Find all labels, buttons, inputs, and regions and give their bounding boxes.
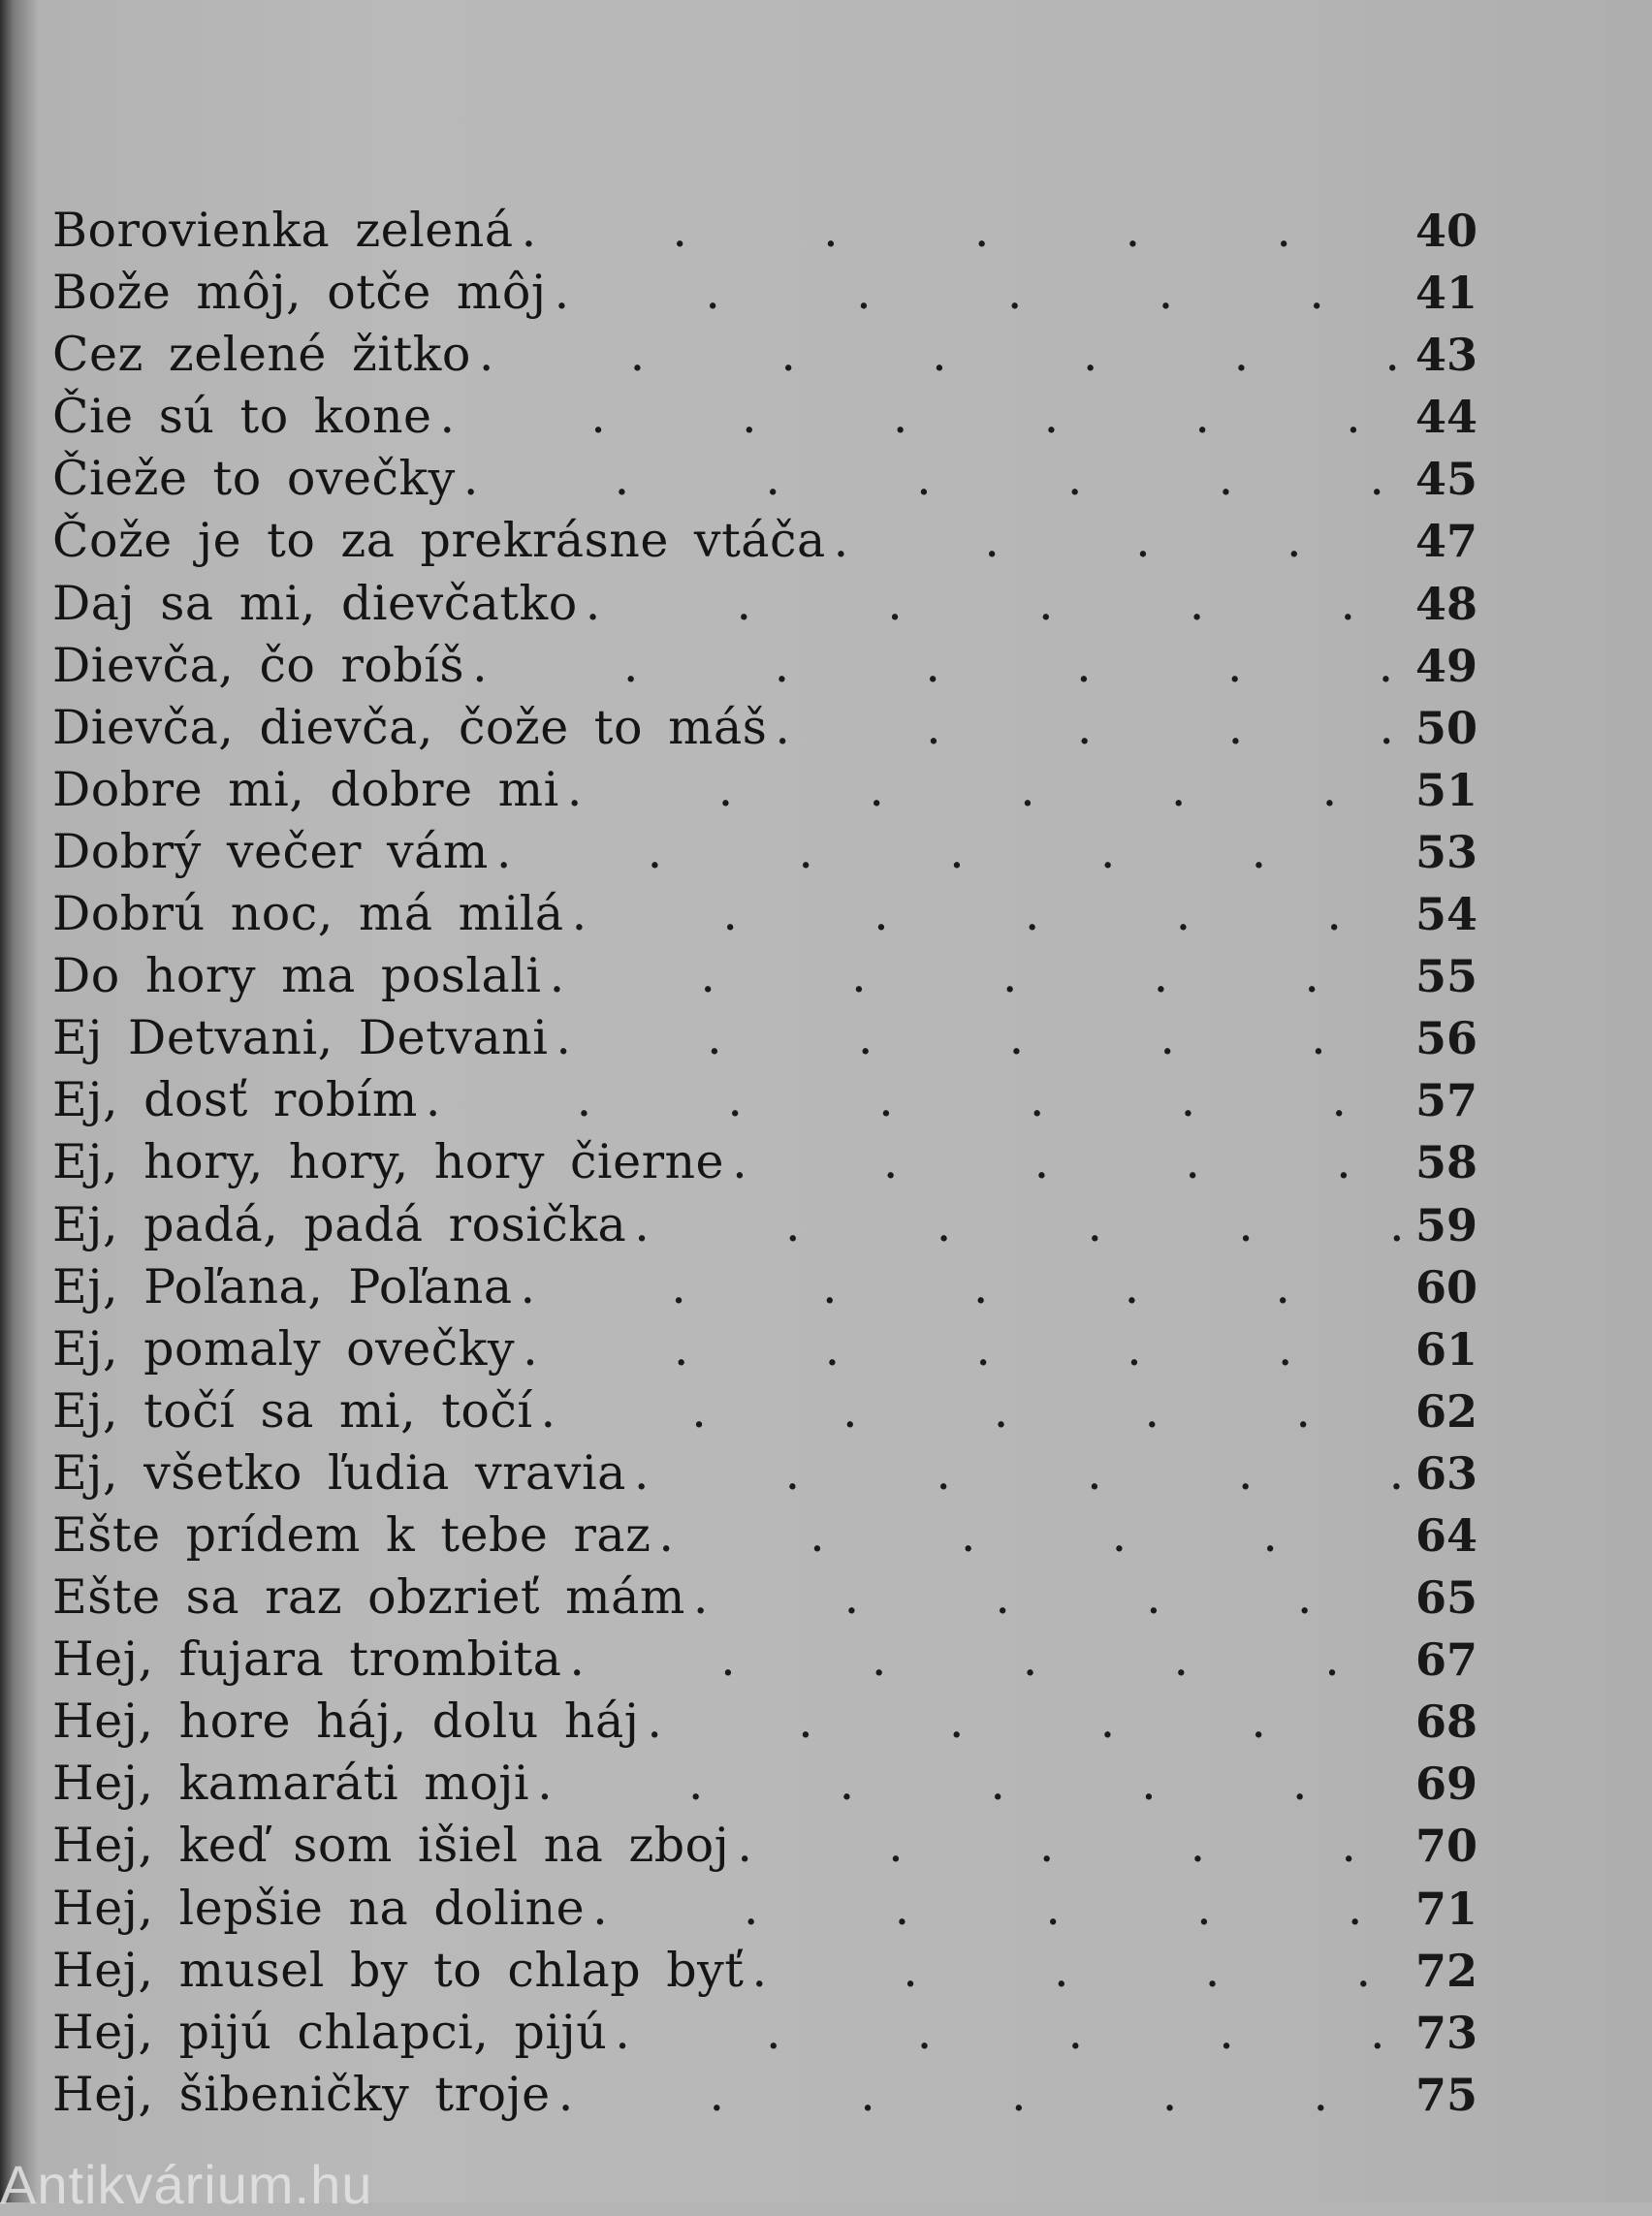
toc-entry-title: Ej, všetko ľudia vravia bbox=[52, 1444, 626, 1501]
toc-entry bbox=[52, 324, 1477, 386]
toc-entry-title: Ešte sa raz obzrieť mám bbox=[52, 1569, 685, 1626]
toc-entry-page-number: 47 bbox=[1414, 515, 1477, 568]
dot-leader bbox=[569, 1629, 1400, 1691]
toc-entry-title: Dobre mi, dobre mi bbox=[52, 761, 559, 817]
toc-entry bbox=[52, 1753, 1477, 1815]
toc-entry bbox=[52, 1629, 1477, 1691]
toc-entry-page-number: 54 bbox=[1414, 888, 1477, 941]
dot-leader bbox=[550, 945, 1400, 1007]
dot-leader bbox=[523, 1318, 1400, 1380]
toc-entry-page-number: 41 bbox=[1414, 267, 1477, 320]
toc-entry-page-number: 53 bbox=[1414, 825, 1477, 878]
toc-entry-page-number: 62 bbox=[1414, 1384, 1477, 1438]
toc-entry-title: Hej, kamaráti moji bbox=[52, 1756, 530, 1812]
toc-entry-title: Čože je to za prekrásne vtáča bbox=[52, 513, 826, 569]
dot-leader bbox=[567, 759, 1400, 821]
toc-entry bbox=[52, 759, 1477, 821]
toc-entry-page-number: 48 bbox=[1414, 577, 1477, 630]
toc-entry-title: Dobrú noc, má milá bbox=[52, 886, 564, 942]
dot-leader bbox=[592, 1878, 1400, 1940]
dot-leader bbox=[472, 635, 1400, 697]
toc-entry bbox=[52, 2064, 1477, 2126]
toc-entry-page-number: 49 bbox=[1414, 639, 1477, 692]
toc-entry-title: Ej, dosť robím bbox=[52, 1072, 418, 1128]
dot-leader bbox=[732, 1131, 1400, 1193]
dot-leader bbox=[479, 324, 1400, 386]
toc-entry bbox=[52, 262, 1477, 324]
dot-leader bbox=[737, 1815, 1400, 1877]
toc-entry-title: Ej, hory, hory, hory čierne bbox=[52, 1134, 725, 1190]
toc-entry bbox=[52, 573, 1477, 635]
toc-entry-page-number: 64 bbox=[1414, 1508, 1477, 1562]
toc-entry bbox=[52, 1504, 1477, 1567]
toc-entry bbox=[52, 883, 1477, 945]
dot-leader bbox=[834, 510, 1400, 572]
toc-entry-page-number: 55 bbox=[1414, 950, 1477, 1003]
toc-entry bbox=[52, 697, 1477, 759]
toc-entry-page-number: 44 bbox=[1414, 391, 1477, 444]
toc-entry-page-number: 72 bbox=[1414, 1944, 1477, 1997]
toc-entry-page-number: 67 bbox=[1414, 1633, 1477, 1687]
dot-leader bbox=[586, 573, 1400, 635]
toc-entry-title: Hej, musel by to chlap byť bbox=[52, 1942, 745, 1998]
dot-leader bbox=[522, 200, 1400, 262]
toc-entry bbox=[52, 1691, 1477, 1753]
toc-entry-page-number: 56 bbox=[1414, 1012, 1477, 1065]
toc-entry-title: Čieže to ovečky bbox=[52, 451, 456, 507]
toc-entry-page-number: 43 bbox=[1414, 329, 1477, 382]
toc-entry-page-number: 75 bbox=[1414, 2068, 1477, 2121]
toc-entry-page-number: 40 bbox=[1414, 205, 1477, 257]
toc-entry bbox=[52, 1380, 1477, 1442]
toc-entry-title: Hej, lepšie na doline bbox=[52, 1880, 586, 1936]
toc-entry-page-number: 68 bbox=[1414, 1695, 1477, 1749]
toc-entry-title: Cez zelené žitko bbox=[52, 327, 471, 383]
dot-leader bbox=[537, 1753, 1400, 1815]
toc-entry-page-number: 57 bbox=[1414, 1074, 1477, 1127]
toc-entry bbox=[52, 1131, 1477, 1193]
toc-entry bbox=[52, 1069, 1477, 1131]
toc-entry-page-number: 45 bbox=[1414, 453, 1477, 506]
watermark: Antikvárium.hu bbox=[0, 2154, 373, 2215]
dot-leader bbox=[521, 1256, 1400, 1318]
toc-entry-title: Dobrý večer vám bbox=[52, 823, 489, 879]
toc-entry-page-number: 51 bbox=[1414, 763, 1477, 816]
dot-leader bbox=[693, 1567, 1400, 1629]
toc-entry bbox=[52, 635, 1477, 697]
toc-entry bbox=[52, 386, 1477, 448]
toc-entry-title: Ej Detvani, Detvani bbox=[52, 1010, 549, 1066]
toc-entry-page-number: 58 bbox=[1414, 1136, 1477, 1189]
toc-entry-title: Ej, padá, padá rosička bbox=[52, 1196, 627, 1252]
toc-entry-page-number: 50 bbox=[1414, 701, 1477, 754]
toc-entry-page-number: 60 bbox=[1414, 1260, 1477, 1314]
dot-leader bbox=[541, 1380, 1400, 1442]
toc-entry-title: Dievča, čo robíš bbox=[52, 637, 465, 693]
toc-entry bbox=[52, 1940, 1477, 2002]
toc-entry-page-number: 69 bbox=[1414, 1757, 1477, 1811]
toc-entry bbox=[52, 1815, 1477, 1877]
toc-entry bbox=[52, 1194, 1477, 1256]
toc-entry-page-number: 73 bbox=[1414, 2006, 1477, 2059]
dot-leader bbox=[658, 1504, 1400, 1567]
toc-entry bbox=[52, 945, 1477, 1007]
toc-entry bbox=[52, 1442, 1477, 1504]
toc-entry-title: Dievča, dievča, čože to máš bbox=[52, 699, 768, 755]
toc-entry-page-number: 71 bbox=[1414, 1882, 1477, 1935]
toc-entry-title: Hej, šibeničky troje bbox=[52, 2066, 551, 2122]
dot-leader bbox=[775, 697, 1400, 759]
toc-entry bbox=[52, 2002, 1477, 2064]
toc-entry-title: Hej, hore háj, dolu háj bbox=[52, 1694, 640, 1750]
toc-entry-title: Do hory ma poslali bbox=[52, 948, 542, 1004]
toc-entry-page-number: 61 bbox=[1414, 1322, 1477, 1376]
toc-entry-title: Ej, točí sa mi, točí bbox=[52, 1382, 533, 1439]
dot-leader bbox=[751, 1940, 1400, 2002]
dot-leader bbox=[558, 2064, 1400, 2126]
toc-entry-page-number: 65 bbox=[1414, 1571, 1477, 1625]
dot-leader bbox=[634, 1194, 1400, 1256]
toc-entry-title: Ešte prídem k tebe raz bbox=[52, 1506, 651, 1563]
dot-leader bbox=[463, 448, 1400, 510]
toc-entry-title: Čie sú to kone bbox=[52, 389, 432, 445]
dot-leader bbox=[426, 1069, 1400, 1131]
toc-entry bbox=[52, 1878, 1477, 1940]
toc-entry-title: Ej, Poľana, Poľana bbox=[52, 1258, 513, 1314]
toc-entry bbox=[52, 448, 1477, 510]
toc-entry-page-number: 70 bbox=[1414, 1820, 1477, 1873]
dot-leader bbox=[440, 386, 1400, 448]
dot-leader bbox=[615, 2002, 1400, 2064]
toc-entry bbox=[52, 1567, 1477, 1629]
dot-leader bbox=[556, 1007, 1400, 1069]
toc-entry-title: Hej, keď som išiel na zboj bbox=[52, 1818, 730, 1874]
toc-entry-title: Bože môj, otče môj bbox=[52, 265, 547, 321]
toc-entry-page-number: 63 bbox=[1414, 1446, 1477, 1500]
toc-entry bbox=[52, 510, 1477, 572]
dot-leader bbox=[496, 821, 1400, 883]
dot-leader bbox=[647, 1691, 1400, 1753]
toc-entry-title: Borovienka zelená bbox=[52, 203, 514, 258]
toc-entry bbox=[52, 1256, 1477, 1318]
table-of-contents bbox=[52, 200, 1477, 2126]
toc-entry bbox=[52, 200, 1477, 262]
toc-entry-title: Ej, pomaly ovečky bbox=[52, 1320, 516, 1377]
toc-entry-title: Hej, fujara trombita bbox=[52, 1631, 562, 1688]
toc-entry-title: Daj sa mi, dievčatko bbox=[52, 575, 578, 631]
toc-entry-title: Hej, pijú chlapci, pijú bbox=[52, 2004, 608, 2060]
dot-leader bbox=[572, 883, 1400, 945]
dot-leader bbox=[634, 1442, 1400, 1504]
toc-entry bbox=[52, 1318, 1477, 1380]
toc-entry bbox=[52, 1007, 1477, 1069]
dot-leader bbox=[555, 262, 1400, 324]
toc-entry-page-number: 59 bbox=[1414, 1198, 1477, 1251]
toc-entry bbox=[52, 821, 1477, 883]
